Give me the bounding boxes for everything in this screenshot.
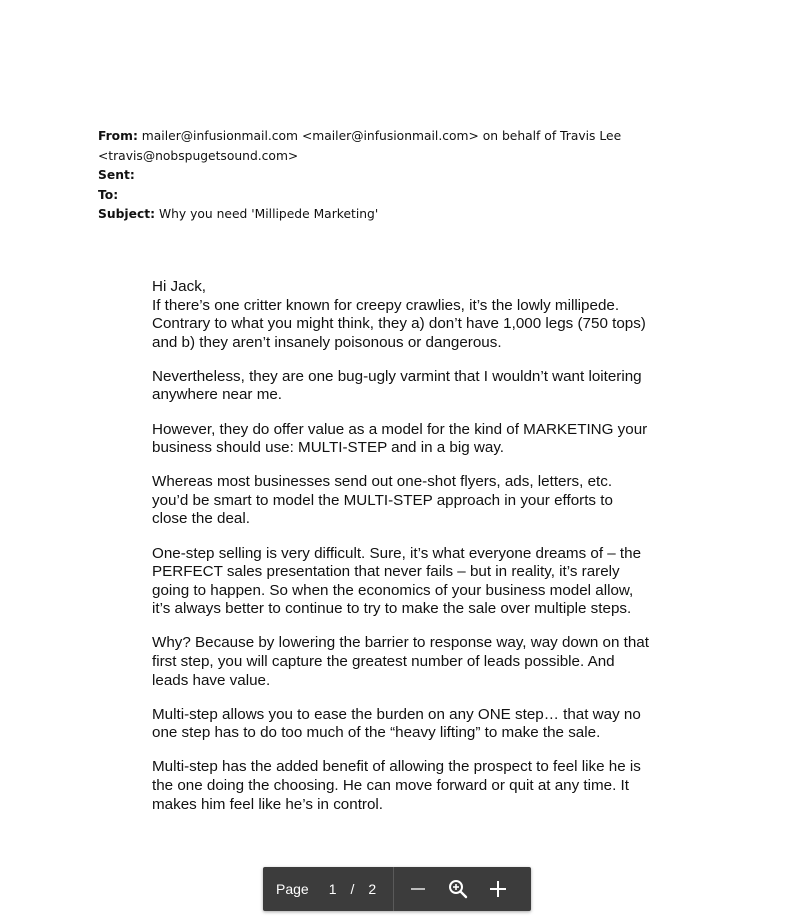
body-paragraph: One-step selling is very difficult. Sure, it’s what everyone dreams of – the PERFECT sales presentation that never fails – but in reality, it’s rarely going to happen. So when the economics of your business model allow, it’s always better to continue to try to make the sale over multiple steps.	[152, 544, 642, 618]
from-label: From:	[98, 129, 138, 143]
total-pages: 2	[368, 881, 377, 897]
sent-line	[98, 166, 638, 186]
body-paragraph: However, they do offer value as a model for the kind of MARKETING your business should use: MULTI-STEP and in a big way.	[152, 420, 648, 457]
subject-label: Subject:	[98, 207, 156, 221]
current-page-input[interactable]: 1	[328, 881, 337, 897]
zoom-in-button[interactable]	[478, 867, 518, 911]
body-paragraph: Nevertheless, they are one bug-ugly varmint that I wouldn’t want loitering anywhere near me.	[152, 367, 642, 404]
zoom-out-icon	[411, 888, 425, 890]
email-header	[98, 127, 638, 225]
sent-label: Sent:	[98, 168, 135, 182]
from-line	[98, 127, 638, 147]
body-paragraph: If there’s one critter known for creepy crawlies, it’s the lowly millipede. Contrary to what you might think, they a) don’t have 1,000 legs (750 tops) and b) they aren’t insanely poisonous or dangerous.	[152, 296, 646, 351]
subject-value: Why you need 'Millipede Marketing'	[158, 207, 379, 221]
from-value-email: <travis@nobspugetsound.com>	[98, 148, 299, 163]
zoom-out-button[interactable]	[398, 867, 438, 911]
zoom-fit-icon	[448, 879, 468, 899]
page-separator: /	[350, 881, 355, 897]
from-line-continued	[98, 147, 638, 167]
to-line	[98, 186, 638, 206]
body-paragraph: Multi-step has the added benefit of allowing the prospect to feel like he is the one doing the choosing. He can move forward or quit at any time. It makes him feel like he’s in control.	[152, 758, 641, 813]
greeting: Hi Jack,	[152, 278, 207, 295]
page-label: Page	[276, 881, 309, 897]
body-paragraph: Whereas most businesses send out one-shot flyers, ads, letters, etc. you’d be smart to model the MULTI-STEP approach in your efforts to close the deal.	[152, 473, 613, 528]
email-body	[152, 278, 652, 830]
zoom-in-icon	[489, 880, 507, 898]
from-value: mailer@infusionmail.com <mailer@infusionmail.com> on behalf of Travis Lee	[141, 129, 622, 143]
page-indicator	[263, 867, 394, 911]
subject-line	[98, 205, 638, 225]
body-paragraph: Multi-step allows you to ease the burden on any ONE step… that way no one step has to do too much of the “heavy lifting” to make the sale.	[152, 705, 641, 742]
zoom-fit-button[interactable]	[438, 867, 478, 911]
body-paragraph: Why? Because by lowering the barrier to response way, way down on that first step, you will capture the greatest number of leads possible. And leads have value.	[152, 634, 649, 689]
to-label: To:	[98, 187, 119, 202]
pdf-viewer-toolbar	[263, 867, 531, 911]
